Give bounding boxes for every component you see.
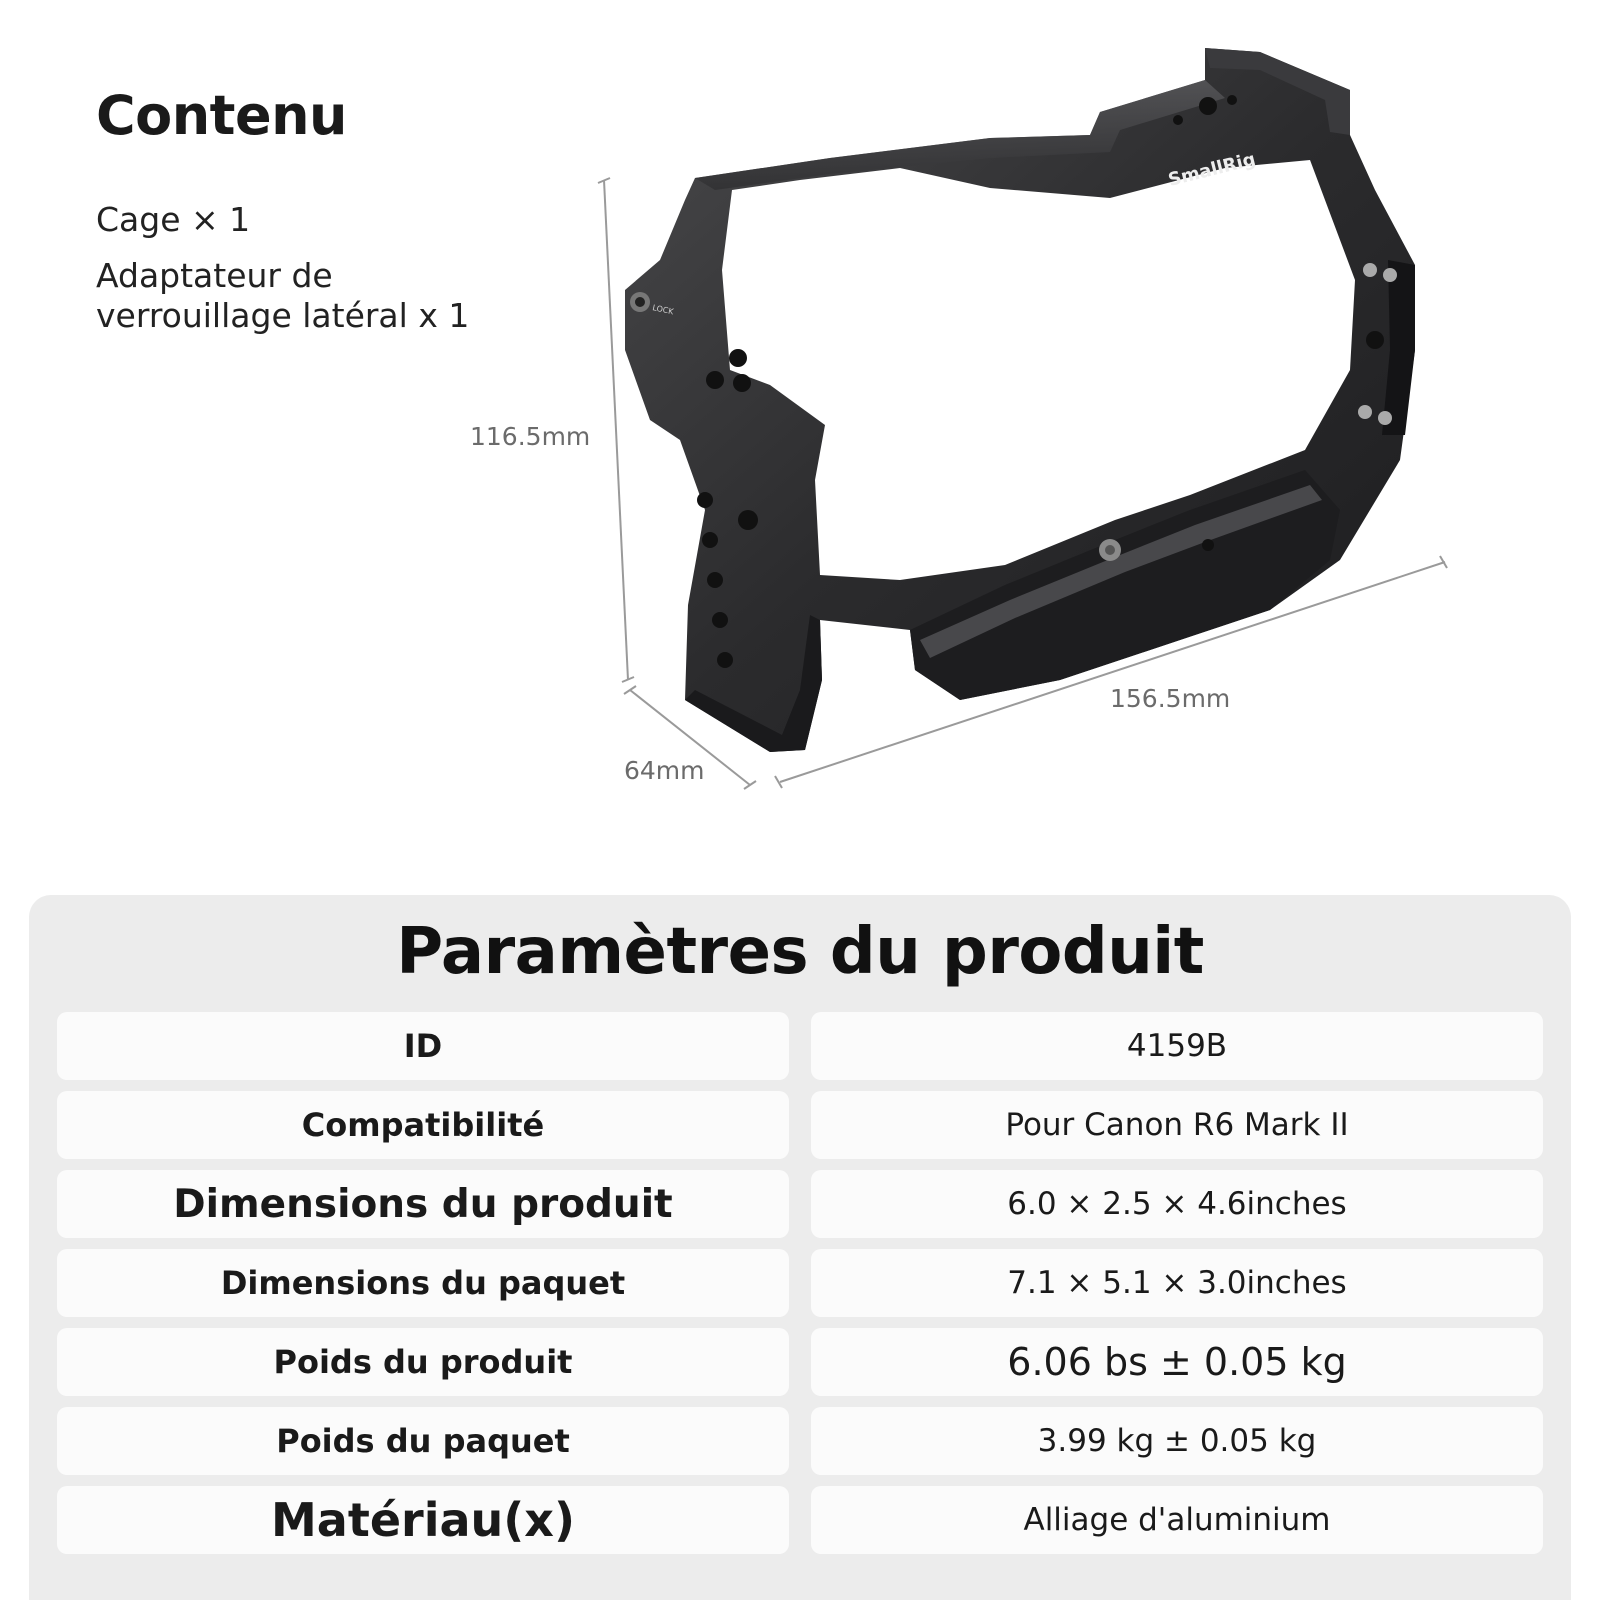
product-parameters-panel xyxy=(29,895,1571,1600)
cage-frame xyxy=(625,48,1415,752)
length-dimension-label: 156.5mm xyxy=(1110,684,1231,713)
param-row-product-dimensions xyxy=(57,1170,1543,1238)
param-value: 3.99 kg ± 0.05 kg xyxy=(811,1407,1543,1475)
param-label: Dimensions du paquet xyxy=(57,1249,789,1317)
param-value: 4159B xyxy=(811,1012,1543,1080)
lock-label: LOCK xyxy=(651,303,675,317)
param-label: Matériau(x) xyxy=(57,1486,789,1554)
param-label: Poids du paquet xyxy=(57,1407,789,1475)
param-label: Poids du produit xyxy=(57,1328,789,1396)
param-label: Dimensions du produit xyxy=(57,1170,789,1238)
param-label: ID xyxy=(57,1012,789,1080)
param-row-package-weight xyxy=(57,1407,1543,1475)
depth-dimension-label: 64mm xyxy=(624,756,705,785)
parameters-table xyxy=(57,1012,1543,1565)
parameters-title: Paramètres du produit xyxy=(396,915,1204,989)
param-label: Compatibilité xyxy=(57,1091,789,1159)
param-value: Pour Canon R6 Mark II xyxy=(811,1091,1543,1159)
param-row-compatibility xyxy=(57,1091,1543,1159)
param-row-product-weight xyxy=(57,1328,1543,1396)
camera-cage-image xyxy=(470,40,1480,820)
param-row-id xyxy=(57,1012,1543,1080)
param-value: Alliage d'aluminium xyxy=(811,1486,1543,1554)
contents-item-cage: Cage × 1 xyxy=(96,200,251,239)
contents-item-adapter: Adaptateur de verrouillage latéral x 1 xyxy=(96,256,470,335)
product-figure xyxy=(470,40,1480,820)
param-value: 6.06 bs ± 0.05 kg xyxy=(811,1328,1543,1396)
param-value: 6.0 × 2.5 × 4.6inches xyxy=(811,1170,1543,1238)
param-row-package-dimensions xyxy=(57,1249,1543,1317)
brand-logo: SmallRig xyxy=(1166,148,1258,191)
param-row-material xyxy=(57,1486,1543,1554)
contents-title: Contenu xyxy=(96,84,347,147)
height-dimension-label: 116.5mm xyxy=(470,422,591,451)
param-value: 7.1 × 5.1 × 3.0inches xyxy=(811,1249,1543,1317)
